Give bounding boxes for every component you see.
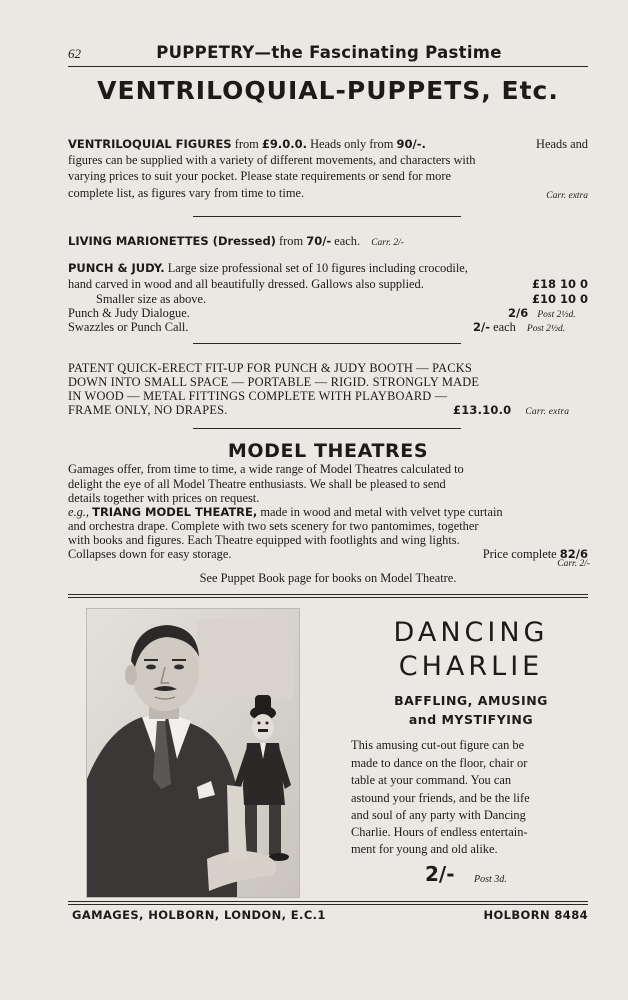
fitup-carriage: Carr. extra: [525, 407, 570, 417]
charlie-subtitle-2: and MYSTIFYING: [408, 712, 534, 727]
punch-lead: PUNCH & JUDY.: [68, 261, 165, 275]
divider-3: [193, 428, 461, 429]
theatres-heading: MODEL THEATRES: [227, 440, 429, 462]
theatres-triang: TRIANG MODEL THEATRE,: [92, 505, 258, 519]
theatres-line-5: and orchestra drape. Complete with two sets scenery for two pantomimes, together: [68, 519, 479, 533]
theatres-eg: e.g.,: [68, 505, 89, 519]
charlie-price: 2/-: [425, 862, 455, 886]
theatres-line-7-text: Collapses down for easy storage.: [68, 547, 232, 561]
dancing-charlie-photo: [86, 608, 300, 898]
theatres-line-4: [68, 505, 588, 520]
theatres-line-4-text: made in wood and metal with velvet type curtain: [257, 505, 503, 519]
charlie-body-6: ment for young and old alike.: [351, 842, 498, 856]
punch-dialogue-line: [68, 306, 588, 321]
theatres-line-7: [68, 547, 588, 562]
ventriloquial-heads-price: 90/-.: [396, 137, 426, 151]
theatres-line-1: Gamages offer, from time to time, a wide range of Model Theatres calculated to: [68, 462, 464, 476]
fitup-line-2: DOWN INTO SMALL SPACE — PORTABLE — RIGID. STRONGLY MADE: [68, 375, 480, 389]
charlie-body-2: table at your command. You can: [351, 773, 512, 787]
charlie-body-4: and soul of any party with Dancing: [351, 808, 526, 822]
charlie-body-5: Charlie. Hours of endless entertain-: [351, 825, 528, 839]
marionettes-carriage: Carr. 2/-: [371, 238, 404, 248]
ventriloquial-lead: VENTRILOQUIAL FIGURES: [68, 137, 232, 151]
punch-smaller: Smaller size as above.: [96, 292, 207, 306]
marionettes-from: from: [275, 234, 307, 248]
theatres-line-3: details together with prices on request.: [68, 491, 260, 505]
ventriloquial-line-2: figures can be supplied with a variety of different movements, and characters with: [68, 153, 476, 167]
charlie-body-1: made to dance on the floor, chair or: [351, 756, 528, 770]
ventriloquial-carriage: Carr. extra: [546, 191, 588, 201]
theatres-price-label: Price complete: [482, 547, 560, 561]
fitup-line-1: PATENT QUICK-ERECT FIT-UP FOR PUNCH & JUDY BOOTH — PACKS: [68, 361, 472, 375]
charlie-body-3: astound your friends, and be the life: [351, 791, 530, 805]
charlie-title-2: CHARLIE: [398, 651, 544, 682]
punch-swazzles: Swazzles or Punch Call.: [68, 320, 189, 334]
theatres-price: 82/6: [559, 547, 588, 561]
running-title: PUPPETRY—the Fascinating Pastime: [156, 43, 502, 62]
marionettes-price: 70/-: [306, 234, 332, 248]
photo-illustration: [87, 609, 299, 897]
theatres-line-6: with books and figures. Each Theatre equipped with footlights and wing lights.: [68, 533, 460, 547]
punch-price-small: £10 10 0: [531, 292, 588, 306]
charlie-post: Post 3d.: [474, 874, 507, 885]
ventriloquial-line-4: [68, 186, 588, 204]
ventriloquial-heads-text: Heads only from: [307, 137, 397, 151]
punch-swazzles-post: Post 2½d.: [526, 324, 566, 334]
charlie-subtitle-1: BAFFLING, AMUSING: [394, 693, 548, 708]
marionettes-each: each.: [331, 234, 361, 248]
footer-phone: HOLBORN 8484: [483, 908, 588, 922]
footer-rule-2: [68, 904, 588, 905]
ventriloquial-price: £9.0.0.: [261, 137, 307, 151]
punch-line-3: [68, 292, 588, 307]
theatres-line-2: delight the eye of all Model Theatre enthusiasts. We shall be pleased to send: [68, 477, 446, 491]
punch-dialogue-post: Post 2½d.: [537, 310, 576, 320]
fitup-line-4-text: FRAME ONLY, NO DRAPES.: [68, 403, 228, 417]
ventriloquial-line-3: varying prices to suit your pocket. Please state requirements or send for more: [68, 169, 451, 183]
fitup-price: £13.10.0: [453, 403, 512, 417]
main-title: VENTRILOQUIAL-PUPPETS, Etc.: [97, 76, 559, 105]
charlie-body-0: This amusing cut-out figure can be: [351, 738, 525, 752]
punch-swazzles-each: each: [489, 320, 516, 334]
ventriloquial-line-1: [68, 137, 588, 152]
theatres-carriage: Carr. 2/-: [557, 559, 590, 569]
ventriloquial-from: from: [231, 137, 262, 151]
ventriloquial-line-4-text: complete list, as figures vary from time to time.: [68, 186, 305, 200]
punch-line-1-text: Large size professional set of 10 figures including crocodile,: [164, 261, 468, 275]
punch-dialogue-price: 2/6: [508, 306, 529, 320]
punch-line-2: [68, 277, 588, 292]
theatres-see-note: See Puppet Book page for books on Model Theatre.: [199, 571, 457, 585]
divider-2: [193, 343, 461, 344]
fitup-line-3: IN WOOD — METAL FITTINGS COMPLETE WITH PLAYBOARD —: [68, 389, 448, 403]
punch-swazzles-price: 2/-: [473, 320, 490, 334]
punch-line-2-text: hand carved in wood and all beautifully dressed. Gallows also supplied.: [68, 277, 424, 291]
section-rule-top-2: [68, 597, 588, 598]
fitup-line-4: [68, 403, 588, 419]
charlie-title-1: DANCING: [393, 617, 549, 648]
marionettes-lead: LIVING MARIONETTES (Dressed): [68, 234, 276, 248]
punch-dialogue: Punch & Judy Dialogue.: [68, 306, 190, 320]
header-rule: [68, 66, 588, 67]
marionettes-line: [68, 234, 588, 251]
ventriloquial-line-1-end: Heads and: [536, 137, 588, 151]
punch-line-1: [68, 261, 588, 276]
divider-1: [193, 216, 461, 217]
footer-address: GAMAGES, HOLBORN, LONDON, E.C.1: [72, 908, 326, 922]
punch-swazzles-line: [68, 320, 588, 335]
section-rule-top: [68, 594, 588, 595]
page-number: 62: [68, 46, 81, 61]
footer-rule: [68, 901, 588, 902]
punch-price-large: £18 10 0: [531, 277, 588, 291]
